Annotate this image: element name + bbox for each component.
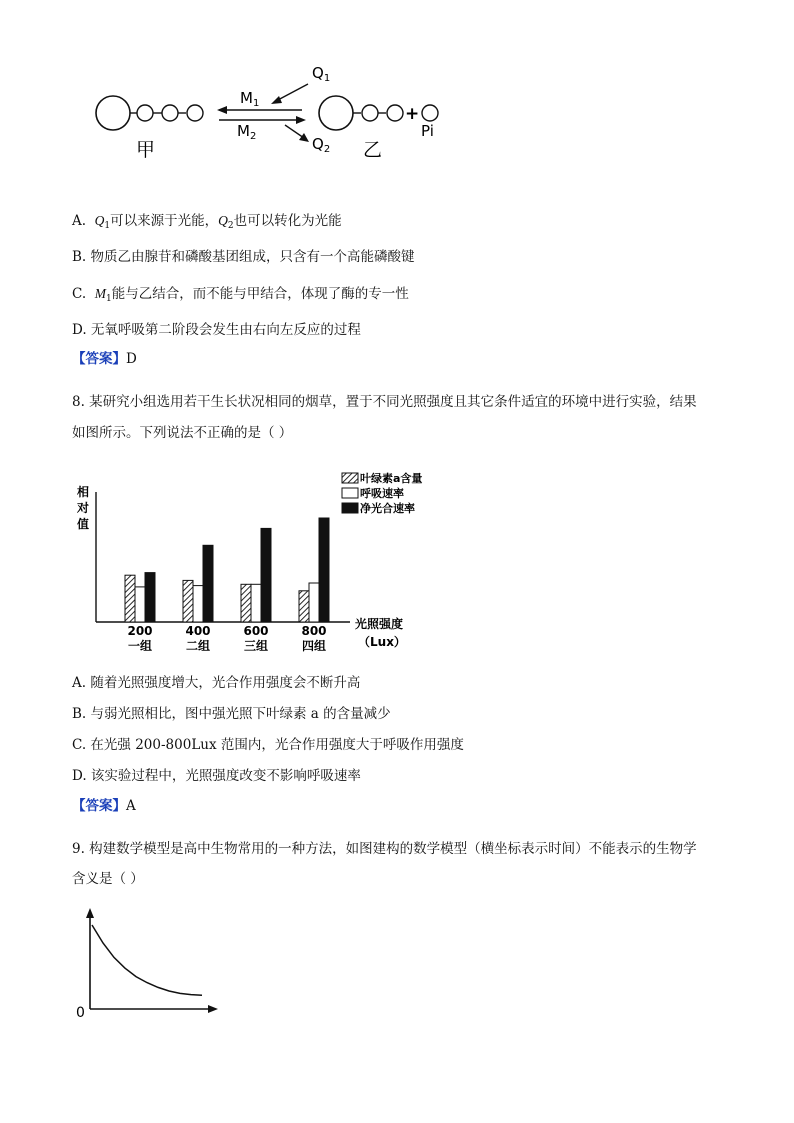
bar-respiration-rate-200	[135, 587, 145, 622]
q7-option-c: C. $M_1$能与乙结合，而不能与甲结合，体现了酶的专一性	[72, 286, 409, 304]
curve-x-arrow	[208, 1005, 218, 1013]
bar-respiration-rate-400	[193, 586, 203, 622]
group-label-4: 四组	[301, 639, 327, 653]
bar-chlorophyll-a-600	[241, 584, 251, 622]
bar-chlorophyll-a-800	[299, 591, 309, 622]
chart-bars	[125, 518, 329, 622]
label-pi: Pi	[421, 122, 434, 140]
yi-phosphate-1	[362, 105, 378, 121]
label-q2: $Q_2$	[312, 135, 331, 155]
label-plus: +	[405, 104, 420, 124]
bar-respiration-rate-800	[309, 583, 319, 622]
label-yi: 乙	[363, 139, 383, 161]
q7-option-b: B. 物质乙由腺苷和磷酸基团组成，只含有一个高能磷酸键	[72, 249, 415, 265]
decreasing-curve	[92, 925, 202, 995]
q1-arrow-head	[271, 96, 282, 104]
legend-swatch-respiration	[342, 488, 358, 498]
label-m1: $M_1$	[240, 89, 260, 109]
q9-curve-chart	[70, 905, 230, 1025]
tick-label-800: 800	[301, 624, 327, 638]
bar-net-photosynthesis-400	[203, 545, 213, 622]
jia-phosphate-2	[162, 105, 178, 121]
group-label-2: 二组	[185, 639, 211, 653]
tick-label-200: 200	[127, 624, 153, 638]
q8-answer: 【答案】A	[72, 798, 136, 814]
arrow-left-head	[217, 106, 227, 114]
yi-phosphate-2	[387, 105, 403, 121]
q9-stem-line1: 9. 构建数学模型是高中生物常用的一种方法，如图建构的数学模型（横坐标表示时间）不能表示的生物学	[72, 841, 697, 857]
jia-phosphate-3	[187, 105, 203, 121]
label-jia: 甲	[136, 139, 156, 161]
curve-origin-label: 0	[76, 1005, 85, 1021]
q8-stem-line2: 如图所示。下列说法不正确的是（ ）	[72, 425, 293, 441]
bar-net-photosynthesis-600	[261, 528, 271, 622]
chart-xlabel: 光照强度	[355, 617, 404, 631]
group-label-1: 一组	[127, 639, 153, 653]
legend-swatch-chlorophyll	[342, 473, 358, 483]
legend-swatch-net-photosynthesis	[342, 503, 358, 513]
bar-chlorophyll-a-200	[125, 575, 135, 622]
tick-label-400: 400	[185, 624, 211, 638]
jia-adenosine-circle	[96, 96, 130, 130]
legend-label-chlorophyll: 叶绿素a含量	[360, 472, 423, 485]
yi-adenosine-circle	[319, 96, 353, 130]
q8-option-b: B. 与弱光照相比，图中强光照下叶绿素 a 的含量减少	[72, 706, 391, 722]
arrow-right-head	[296, 116, 306, 124]
q8-option-d: D. 该实验过程中，光照强度改变不影响呼吸速率	[72, 768, 361, 784]
chart-ylabel: 相对值	[77, 485, 90, 531]
bar-respiration-rate-600	[251, 584, 261, 622]
chart-xlabel-unit: （Lux）	[358, 635, 406, 649]
q7-answer: 【答案】D	[72, 351, 137, 367]
q7-option-a: A. $Q_1$可以来源于光能，$Q_2$也可以转化为光能	[72, 213, 342, 231]
tick-label-600: 600	[243, 624, 269, 638]
jia-phosphate-1	[137, 105, 153, 121]
q7-option-d: D. 无氧呼吸第二阶段会发生由右向左反应的过程	[72, 322, 361, 338]
q2-arrow-head	[299, 133, 309, 142]
q9-stem-line2: 含义是（ ）	[72, 871, 144, 887]
atp-adp-diagram	[80, 58, 460, 168]
curve-y-arrow	[86, 908, 94, 918]
q8-stem-line1: 8. 某研究小组选用若干生长状况相同的烟草，置于不同光照强度且其它条件适宜的环境中进行实验，结果	[72, 394, 697, 410]
chart-category-labels	[127, 624, 326, 653]
q8-option-c: C. 在光强 200-800Lux 范围内，光合作用强度大于呼吸作用强度	[72, 737, 464, 753]
chart-legend	[342, 471, 422, 515]
group-label-3: 三组	[243, 639, 269, 653]
bar-net-photosynthesis-200	[145, 573, 155, 622]
pi-phosphate	[422, 105, 438, 121]
bar-net-photosynthesis-800	[319, 518, 329, 622]
q8-bar-chart	[70, 466, 450, 656]
bar-chlorophyll-a-400	[183, 580, 193, 622]
label-m2: $M_2$	[237, 122, 257, 142]
q8-option-a: A. 随着光照强度增大，光合作用强度会不断升高	[72, 675, 361, 691]
legend-label-net-photosynthesis: 净光合速率	[360, 502, 415, 515]
legend-label-respiration: 呼吸速率	[360, 487, 404, 500]
label-q1: $Q_1$	[312, 64, 331, 84]
